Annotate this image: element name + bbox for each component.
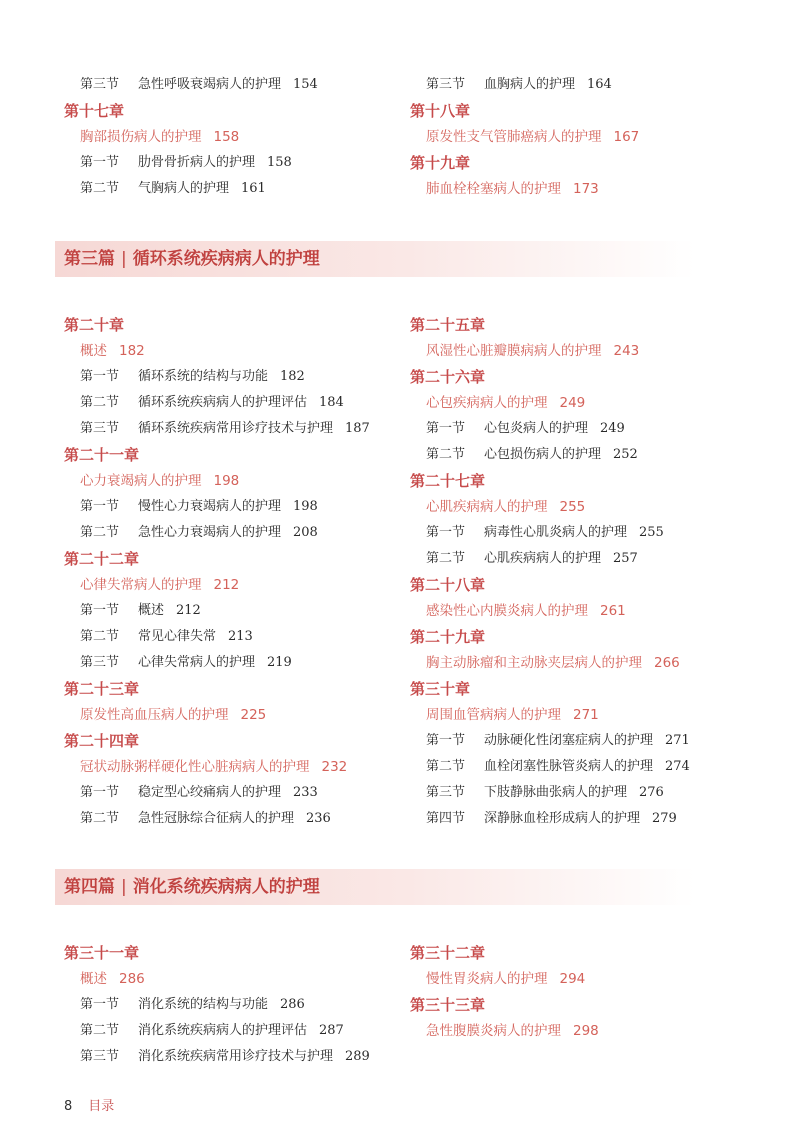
page-ref: 289: [345, 1049, 370, 1064]
section-entry[interactable]: [410, 548, 638, 570]
section-title: 急性冠脉综合征病人的护理: [138, 811, 295, 826]
chapter-title: 原发性支气管肺癌病人的护理: [426, 129, 602, 145]
part-separator: |: [121, 249, 127, 269]
page-ref: 243: [613, 343, 640, 359]
section-title: 心律失常病人的护理: [138, 655, 256, 670]
chapter-heading[interactable]: [64, 678, 139, 700]
chapter-title: 感染性心内膜炎病人的护理: [426, 603, 588, 619]
page-ref: 187: [345, 421, 370, 436]
part-number: 第四篇: [64, 877, 115, 897]
page-ref: 208: [293, 525, 318, 540]
chapter-title: 原发性高血压病人的护理: [80, 707, 229, 723]
section-title: 血胸病人的护理: [484, 77, 576, 92]
section-number: 第一节: [426, 525, 466, 540]
section-number: 第一节: [426, 733, 466, 748]
page-ref: 252: [613, 447, 638, 462]
page-ref: 182: [280, 369, 305, 384]
page-ref: 276: [639, 785, 664, 800]
page-ref: 198: [293, 499, 318, 514]
page-ref: 158: [213, 129, 240, 145]
chapter-heading[interactable]: [410, 470, 485, 492]
chapter-title-entry[interactable]: [64, 126, 239, 148]
chapter-label: 第二十二章: [64, 550, 140, 568]
section-entry[interactable]: [410, 444, 638, 466]
section-entry[interactable]: [64, 782, 318, 804]
section-title: 下肢静脉曲张病人的护理: [484, 785, 628, 800]
chapter-heading[interactable]: [410, 574, 485, 596]
part-banner-4: [55, 869, 695, 905]
section-title: 急性呼吸衰竭病人的护理: [138, 77, 282, 92]
page-ref: 232: [321, 759, 348, 775]
page-footer: [64, 1097, 114, 1117]
chapter-title: 急性腹膜炎病人的护理: [426, 1023, 561, 1039]
chapter-label: 第三十三章: [410, 996, 486, 1014]
chapter-label: 第十七章: [64, 102, 125, 120]
section-number: 第一节: [80, 369, 120, 384]
page-ref: 271: [573, 707, 599, 723]
chapter-label: 第三十章: [410, 680, 471, 698]
page-ref: 286: [280, 997, 305, 1012]
chapter-label: 第二十四章: [64, 732, 140, 750]
chapter-title: 心肌疾病病人的护理: [426, 499, 548, 515]
chapter-title-entry[interactable]: [410, 1020, 599, 1042]
section-entry[interactable]: [410, 808, 677, 830]
chapter-heading[interactable]: [410, 994, 485, 1016]
chapter-title-entry[interactable]: [410, 968, 585, 990]
section-number: 第一节: [80, 155, 120, 170]
chapter-label: 第二十六章: [410, 368, 486, 386]
chapter-heading[interactable]: [64, 942, 139, 964]
page-ref: 182: [119, 343, 145, 359]
chapter-title-entry[interactable]: [410, 340, 639, 362]
chapter-label: 第二十七章: [410, 472, 486, 490]
section-entry[interactable]: [64, 152, 292, 174]
section-number: 第三节: [80, 77, 120, 92]
chapter-title-entry[interactable]: [64, 470, 239, 492]
chapter-heading[interactable]: [410, 314, 485, 336]
section-entry[interactable]: [410, 730, 690, 752]
part-number: 第三篇: [64, 249, 115, 269]
chapter-label: 第三十一章: [64, 944, 140, 962]
section-title: 心包损伤病人的护理: [484, 447, 602, 462]
chapter-title-entry[interactable]: [410, 178, 599, 200]
section-entry[interactable]: [64, 366, 305, 388]
section-number: 第三节: [426, 77, 466, 92]
section-number: 第三节: [80, 421, 120, 436]
page-ref: 212: [176, 603, 201, 618]
section-title: 慢性心力衰竭病人的护理: [138, 499, 282, 514]
chapter-label: 第二十八章: [410, 576, 486, 594]
chapter-label: 第十九章: [410, 154, 471, 172]
section-number: 第二节: [80, 525, 120, 540]
section-title: 深静脉血栓形成病人的护理: [484, 811, 641, 826]
chapter-title-entry[interactable]: [410, 704, 599, 726]
section-number: 第二节: [80, 1023, 120, 1038]
section-title: 循环系统的结构与功能: [138, 369, 269, 384]
section-entry[interactable]: [410, 418, 625, 440]
section-number: 第一节: [80, 603, 120, 618]
page-ref: 294: [559, 971, 586, 987]
chapter-heading[interactable]: [64, 444, 139, 466]
chapter-title: 风湿性心脏瓣膜病病人的护理: [426, 343, 602, 359]
page-ref: 161: [241, 181, 266, 196]
chapter-heading[interactable]: [410, 366, 485, 388]
section-title: 血栓闭塞性脉管炎病人的护理: [484, 759, 654, 774]
section-number: 第三节: [80, 1049, 120, 1064]
page-ref: 167: [613, 129, 640, 145]
chapter-title: 概述: [80, 971, 107, 987]
chapter-title: 慢性胃炎病人的护理: [426, 971, 548, 987]
chapter-label: 第三十二章: [410, 944, 486, 962]
page-ref: 198: [213, 473, 240, 489]
page-ref: 249: [559, 395, 586, 411]
section-entry[interactable]: [410, 782, 664, 804]
section-number: 第二节: [426, 551, 466, 566]
section-title: 循环系统疾病常用诊疗技术与护理: [138, 421, 334, 436]
section-title: 消化系统疾病病人的护理评估: [138, 1023, 308, 1038]
section-entry[interactable]: [64, 522, 318, 544]
section-number: 第一节: [80, 499, 120, 514]
chapter-title: 胸部损伤病人的护理: [80, 129, 202, 145]
section-number: 第二节: [80, 811, 120, 826]
section-number: 第一节: [80, 997, 120, 1012]
section-number: 第四节: [426, 811, 466, 826]
section-entry[interactable]: [64, 994, 305, 1016]
section-number: 第一节: [80, 785, 120, 800]
section-title: 常见心律失常: [138, 629, 217, 644]
page-ref: 212: [213, 577, 240, 593]
page-ref: 164: [587, 77, 612, 92]
chapter-label: 第二十九章: [410, 628, 486, 646]
section-title: 急性心力衰竭病人的护理: [138, 525, 282, 540]
page-ref: 225: [240, 707, 267, 723]
page-ref: 266: [654, 655, 680, 671]
page-ref: 184: [319, 395, 344, 410]
section-entry[interactable]: [410, 74, 612, 96]
chapter-heading[interactable]: [410, 942, 485, 964]
section-entry[interactable]: [64, 1020, 344, 1042]
section-number: 第三节: [80, 655, 120, 670]
page-ref: 236: [306, 811, 331, 826]
page-ref: 233: [293, 785, 318, 800]
section-number: 第一节: [426, 421, 466, 436]
page-ref: 158: [267, 155, 292, 170]
page-ref: 249: [600, 421, 625, 436]
section-entry[interactable]: [64, 496, 318, 518]
chapter-heading[interactable]: [64, 548, 139, 570]
chapter-title-entry[interactable]: [410, 126, 639, 148]
page-ref: 173: [573, 181, 599, 197]
chapter-title: 心力衰竭病人的护理: [80, 473, 202, 489]
section-entry[interactable]: [64, 600, 201, 622]
section-title: 病毒性心肌炎病人的护理: [484, 525, 628, 540]
part-title: 消化系统疾病病人的护理: [132, 877, 320, 897]
section-number: 第三节: [426, 785, 466, 800]
page-ref: 213: [228, 629, 253, 644]
chapter-label: 第二十五章: [410, 316, 486, 334]
section-number: 第二节: [80, 181, 120, 196]
section-entry[interactable]: [64, 392, 344, 414]
chapter-title: 肺血栓栓塞病人的护理: [426, 181, 561, 197]
chapter-heading[interactable]: [410, 152, 470, 174]
page-ref: 286: [119, 971, 145, 987]
chapter-title-entry[interactable]: [64, 756, 347, 778]
page-ref: 279: [652, 811, 677, 826]
section-entry[interactable]: [64, 1046, 370, 1068]
chapter-title: 冠状动脉粥样硬化性心脏病病人的护理: [80, 759, 310, 775]
section-title: 稳定型心绞痛病人的护理: [138, 785, 282, 800]
page-ref: 274: [665, 759, 690, 774]
section-title: 肋骨骨折病人的护理: [138, 155, 256, 170]
section-entry[interactable]: [64, 626, 253, 648]
chapter-heading[interactable]: [64, 314, 124, 336]
section-entry[interactable]: [64, 418, 370, 440]
chapter-title-entry[interactable]: [410, 600, 626, 622]
chapter-title-entry[interactable]: [64, 574, 239, 596]
chapter-title-entry[interactable]: [64, 968, 145, 990]
page-ref: 298: [573, 1023, 599, 1039]
section-number: 第二节: [426, 759, 466, 774]
chapter-label: 第二十一章: [64, 446, 140, 464]
section-title: 心肌疾病病人的护理: [484, 551, 602, 566]
part-title: 循环系统疾病病人的护理: [132, 249, 320, 269]
chapter-title: 心包疾病病人的护理: [426, 395, 548, 411]
chapter-title: 周围血管病病人的护理: [426, 707, 561, 723]
page-ref: 154: [293, 77, 318, 92]
section-title: 消化系统疾病常用诊疗技术与护理: [138, 1049, 334, 1064]
page-ref: 257: [613, 551, 638, 566]
chapter-label: 第二十章: [64, 316, 125, 334]
chapter-title-entry[interactable]: [410, 392, 585, 414]
section-number: 第二节: [426, 447, 466, 462]
chapter-label: 第十八章: [410, 102, 471, 120]
section-title: 消化系统的结构与功能: [138, 997, 269, 1012]
chapter-title: 心律失常病人的护理: [80, 577, 202, 593]
section-entry[interactable]: [410, 756, 690, 778]
page-ref: 219: [267, 655, 292, 670]
chapter-heading[interactable]: [410, 678, 470, 700]
section-title: 概述: [138, 603, 165, 618]
footer-label: 目录: [88, 1099, 115, 1114]
section-title: 气胸病人的护理: [138, 181, 230, 196]
section-title: 动脉硬化性闭塞症病人的护理: [484, 733, 654, 748]
section-entry[interactable]: [410, 522, 664, 544]
section-entry[interactable]: [64, 74, 318, 96]
chapter-heading[interactable]: [410, 626, 485, 648]
section-number: 第二节: [80, 629, 120, 644]
page-ref: 255: [559, 499, 586, 515]
chapter-label: 第二十三章: [64, 680, 140, 698]
section-entry[interactable]: [64, 808, 331, 830]
section-number: 第二节: [80, 395, 120, 410]
page-ref: 255: [639, 525, 664, 540]
page-ref: 261: [600, 603, 626, 619]
chapter-heading[interactable]: [410, 100, 470, 122]
section-title: 心包炎病人的护理: [484, 421, 589, 436]
chapter-title: 概述: [80, 343, 107, 359]
chapter-title-entry[interactable]: [410, 496, 585, 518]
section-entry[interactable]: [64, 652, 292, 674]
part-separator: |: [121, 877, 127, 897]
chapter-title-entry[interactable]: [64, 340, 145, 362]
page-ref: 271: [665, 733, 690, 748]
chapter-title-entry[interactable]: [64, 704, 266, 726]
chapter-heading[interactable]: [64, 100, 124, 122]
section-title: 循环系统疾病病人的护理评估: [138, 395, 308, 410]
section-entry[interactable]: [64, 178, 266, 200]
chapter-title: 胸主动脉瘤和主动脉夹层病人的护理: [426, 655, 642, 671]
part-banner-3: [55, 241, 695, 277]
page-number: 8: [64, 1099, 73, 1114]
page-ref: 287: [319, 1023, 344, 1038]
chapter-title-entry[interactable]: [410, 652, 680, 674]
chapter-heading[interactable]: [64, 730, 139, 752]
